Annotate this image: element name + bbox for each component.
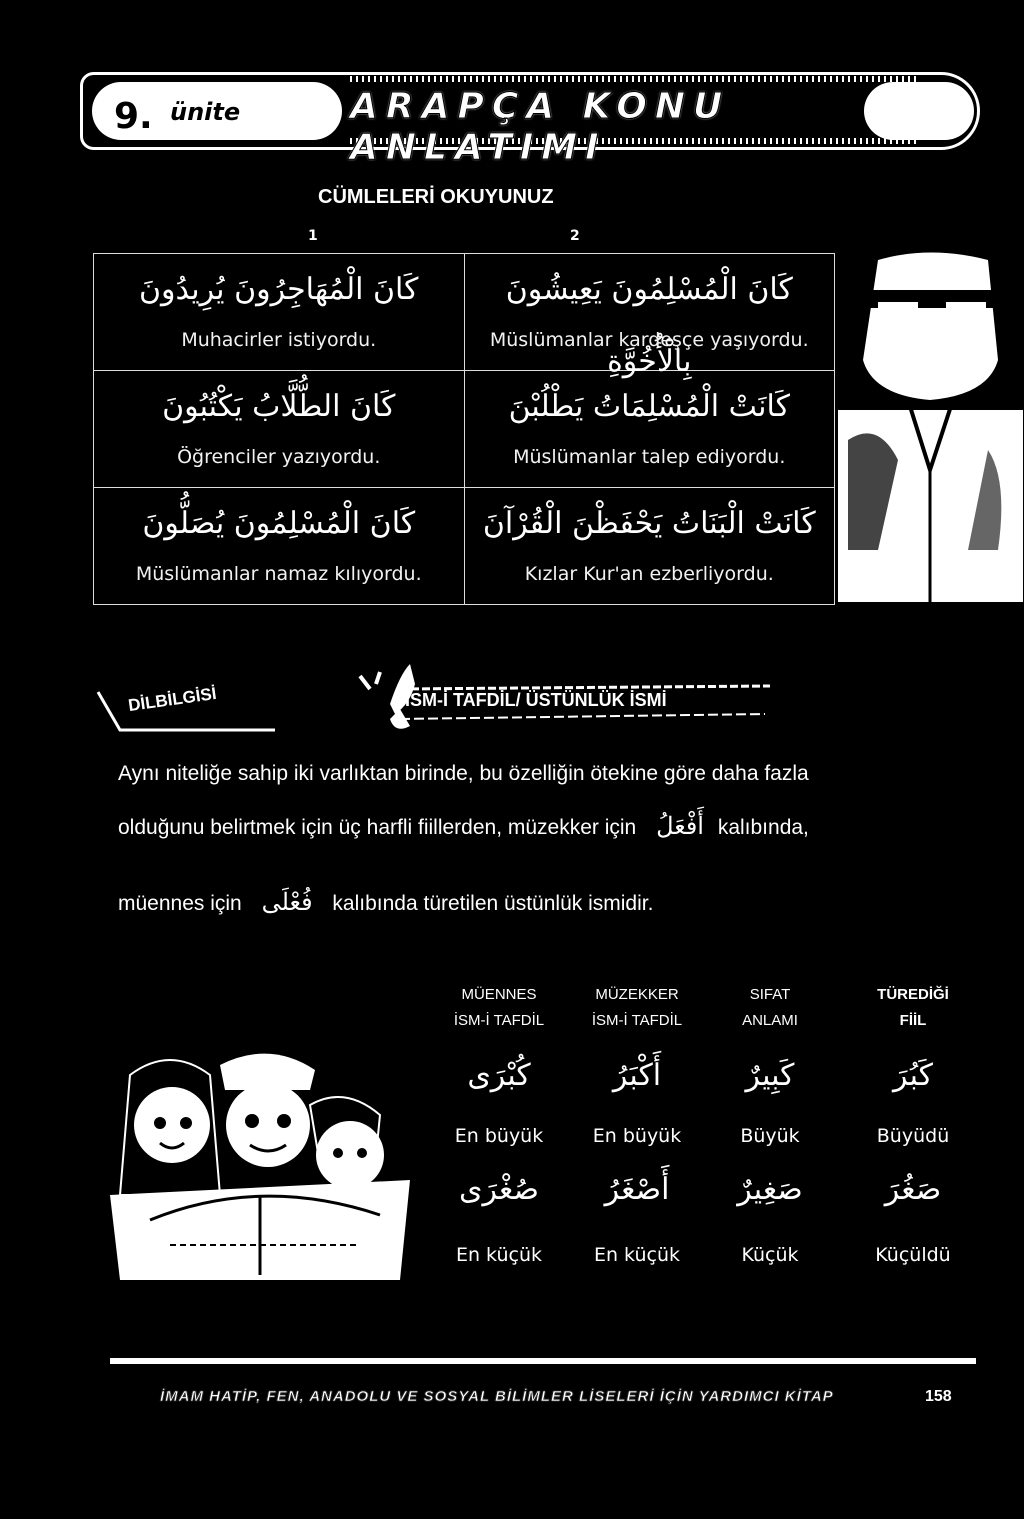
header-line: FİİL bbox=[899, 1012, 927, 1029]
sentence-cell bbox=[464, 254, 835, 379]
unit-number: 9. bbox=[114, 96, 153, 137]
definition-line-2-end: kalıbında, bbox=[717, 816, 809, 839]
cell-turkish: Küçük bbox=[741, 1244, 799, 1266]
cell-turkish: En büyük bbox=[592, 1125, 682, 1147]
cell-arabic: صَغِيرٌ bbox=[737, 1172, 803, 1207]
header-banner bbox=[80, 72, 980, 168]
sentence-cell bbox=[94, 371, 465, 488]
cell-arabic: أَكْبَرُ bbox=[612, 1058, 662, 1093]
sentence-arabic: كَانَتْ الْبَنَاتُ يَحْفَظْنَ الْقُرْآنَ bbox=[482, 506, 816, 541]
sentence-arabic: كَانَتْ الْمُسْلِمَاتُ يَطْلُبْنَ bbox=[508, 389, 790, 424]
cell-turkish: En küçük bbox=[455, 1244, 543, 1266]
definition-line-3-end: kalıbında türetilen üstünlük ismidir. bbox=[332, 892, 654, 915]
banner-end-cap bbox=[864, 82, 974, 140]
header-line: İSM-İ TAFDİL bbox=[453, 1012, 545, 1029]
sentence-arabic: كَانَ الْمُسْلِمُونَ يُصَلُّونَ bbox=[142, 506, 416, 541]
definition-line-1: Aynı niteliğe sahip iki varlıktan birinde, bu özelliğin ötekine göre daha fazla bbox=[118, 762, 809, 785]
cell-turkish: Büyüdü bbox=[876, 1125, 950, 1147]
header-line: ANLAMI bbox=[742, 1012, 798, 1029]
cell-arabic: كُبْرَى bbox=[467, 1058, 531, 1093]
unit-script: ünite bbox=[170, 98, 241, 126]
sentence-cell bbox=[464, 371, 835, 488]
cell-arabic: كَبُرَ bbox=[893, 1058, 933, 1093]
header-sifat bbox=[705, 982, 835, 1034]
cell-turkish: En büyük bbox=[454, 1125, 544, 1147]
definition-line-3-text: müennes için bbox=[118, 892, 242, 915]
sentence-turkish: Öğrenciler yazıyordu. bbox=[177, 446, 381, 468]
definition-line-3 bbox=[118, 888, 653, 916]
sentence-turkish: Müslümanlar talep ediyordu. bbox=[513, 446, 786, 468]
sentence-cell bbox=[94, 254, 465, 371]
feminine-pattern-arabic: فُعْلَى bbox=[261, 888, 313, 916]
dilbilgisi-label: DİLBİLGİSİ bbox=[127, 683, 218, 716]
page-number: 158 bbox=[925, 1388, 952, 1405]
cell-turkish: Küçüldü bbox=[875, 1244, 951, 1266]
cell-arabic: أَصْغَرُ bbox=[604, 1172, 670, 1207]
section-title: CÜMLELERİ OKUYUNUZ bbox=[318, 186, 554, 208]
sentence-arabic: كَانَ الْمُهَاجِرُونَ يُرِيدُونَ bbox=[139, 272, 419, 307]
cell-turkish: En küçük bbox=[593, 1244, 681, 1266]
table-row bbox=[94, 488, 835, 605]
header-line: MÜZEKKER bbox=[595, 986, 679, 1003]
column-mark-1: 1 bbox=[308, 228, 318, 244]
sentence-turkish: Muhacirler istiyordu. bbox=[181, 329, 377, 351]
sentence-cell bbox=[464, 488, 835, 605]
sentence-arabic: كَانَ الطُّلَّابُ يَكْتُبُونَ bbox=[162, 389, 396, 424]
sentence-turkish: Müslümanlar namaz kılıyordu. bbox=[135, 563, 422, 585]
sentence-turkish: Kızlar Kur'an ezberliyordu. bbox=[524, 563, 774, 585]
sentence-cell bbox=[94, 488, 465, 605]
definition-line-2 bbox=[118, 812, 809, 840]
banner-title: ARAPÇA KONU ANLATIMI bbox=[350, 86, 731, 168]
cell-turkish: Büyük bbox=[740, 1125, 800, 1147]
cell-arabic: صُغْرَى bbox=[459, 1172, 539, 1207]
header-line: MÜENNES bbox=[461, 986, 537, 1003]
unit-badge bbox=[92, 82, 342, 140]
header-turedigi bbox=[838, 982, 988, 1034]
column-mark-2: 2 bbox=[570, 228, 580, 244]
table-row bbox=[94, 254, 835, 371]
header-muzekker bbox=[572, 982, 702, 1034]
masculine-pattern-arabic: أَفْعَلُ bbox=[656, 812, 704, 840]
cell-arabic: صَغُرَ bbox=[884, 1172, 942, 1207]
children-reading-illustration bbox=[110, 1045, 420, 1285]
header-muennes bbox=[434, 982, 564, 1034]
definition-line-2-text: olduğunu belirtmek için üç harfli fiillerden, müzekker için bbox=[118, 816, 637, 839]
footer-book-title: İMAM HATİP, FEN, ANADOLU VE SOSYAL BİLİMLER LİSELERİ İÇİN YARDIMCI KİTAP bbox=[160, 1388, 834, 1405]
cell-arabic: كَبِيرٌ bbox=[745, 1058, 795, 1093]
topic-title: İSM-İ TAFDİL/ ÜSTÜNLÜK İSMİ bbox=[405, 690, 667, 710]
sentence-table bbox=[93, 253, 835, 605]
header-line: SIFAT bbox=[749, 986, 791, 1003]
header-line: İSM-İ TAFDİL bbox=[591, 1012, 683, 1029]
sentence-arabic: كَانَ الْمُسْلِمُونَ يَعِيشُونَ بِالْأُخُوَّةِ bbox=[505, 272, 793, 379]
header-line: TÜREDİĞİ bbox=[877, 986, 949, 1003]
praying-man-illustration bbox=[838, 250, 1023, 602]
banner-hatch-top bbox=[350, 76, 920, 82]
footer-divider bbox=[110, 1358, 976, 1364]
table-row bbox=[94, 371, 835, 488]
sentence-turkish: Müslümanlar kardeşçe yaşıyordu. bbox=[489, 329, 809, 351]
